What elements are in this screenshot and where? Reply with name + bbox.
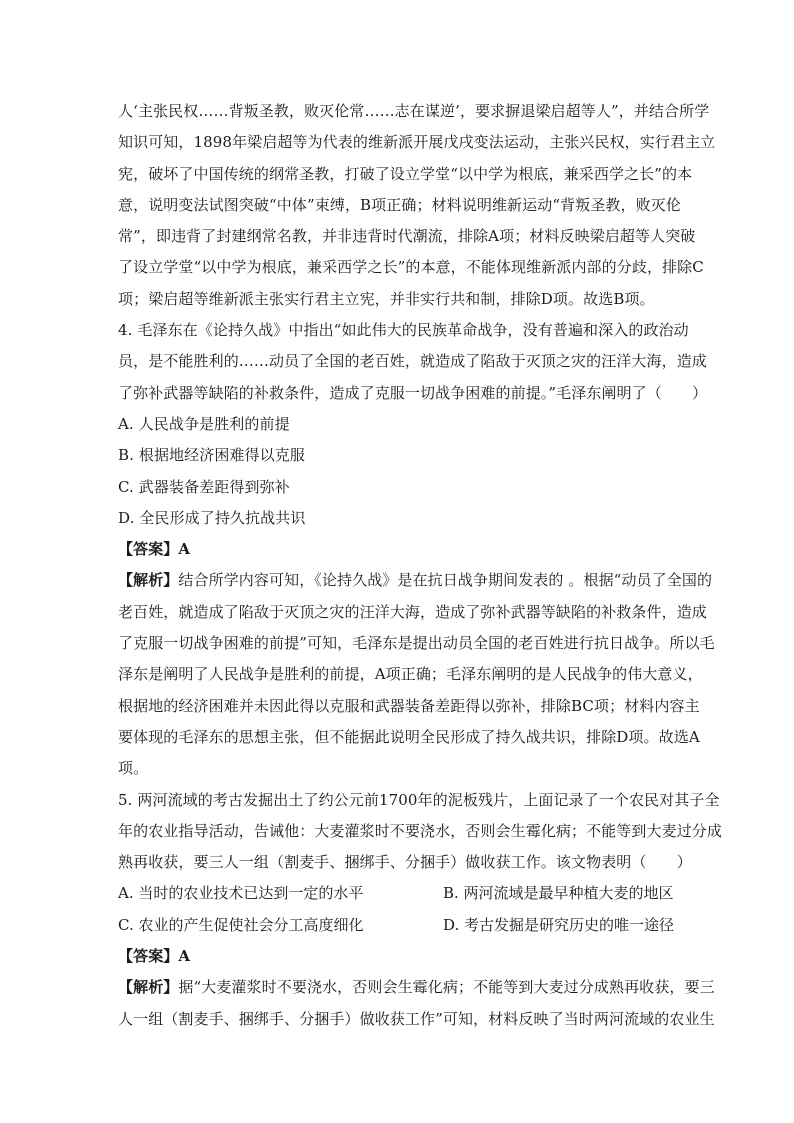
analysis-text: 结合所学内容可知，《论持久战》是在抗日战争期间发表的 。根据“动员了全国的 xyxy=(178,571,713,590)
analysis-text: 据“大麦灌浆时不要浇水，否则会生霉化病；不能等到大麦过分成熟再收获，要三 xyxy=(178,978,715,997)
text-line: 了设立学堂“以中学为根底，兼采西学之长”的本意，不能体现维新派内部的分歧，排除C xyxy=(118,258,704,277)
analysis-label: 【解析】 xyxy=(118,978,179,997)
text-line: 意，说明变法试图突破“中体”束缚，B项正确；材料说明维新运动“背叛圣教，败灭伦 xyxy=(118,195,681,214)
question-stem-line: 员，是不能胜利的……动员了全国的老百姓，就造成了陷敌于灭顶之灾的汪洋大海，造成 xyxy=(118,352,707,371)
text-line: 项；梁启超等维新派主张实行君主立宪，并非实行共和制，排除D项。故选B项。 xyxy=(118,289,655,308)
question-4 xyxy=(118,315,715,784)
analysis-line: 泽东是阐明了人民战争是胜利的前提，A项正确；毛泽东阐明的是人民战争的伟大意义， xyxy=(118,665,703,684)
analysis-line: 要体现的毛泽东的思想主张，但不能据此说明全民形成了持久战共识，排除D项。故选A xyxy=(118,727,700,746)
answer-line: 【答案】A xyxy=(118,947,191,966)
text-line: 宪，破坏了中国传统的纲常圣教，打破了设立学堂“以中学为根底，兼采西学之长”的本 xyxy=(118,164,693,183)
option-c: C. 农业的产生促使社会分工高度细化 xyxy=(118,915,364,934)
analysis-first-line xyxy=(118,565,713,596)
previous-analysis-continued xyxy=(118,96,716,315)
option-c: C. 武器装备差距得到弥补 xyxy=(118,477,290,496)
option-b: B. 根据地经济困难得以克服 xyxy=(118,446,305,465)
analysis-line: 了克服一切战争困难的前提”可知，毛泽东是提出动员全国的老百姓进行抗日战争。所以毛 xyxy=(118,634,715,653)
analysis-first-line xyxy=(118,972,715,1003)
analysis-line: 项。 xyxy=(118,759,149,778)
question-5 xyxy=(118,785,723,1035)
option-d: D. 考古发掘是研究历史的唯一途径 xyxy=(443,915,675,934)
analysis-label: 【解析】 xyxy=(118,571,179,590)
option-a: A. 人民战争是胜利的前提 xyxy=(118,414,290,433)
analysis-line: 人一组（割麦手、捆绑手、分捆手）做收获工作”可知，材料反映了当时两河流域的农业生 xyxy=(118,1009,715,1028)
question-stem-line: 5. 两河流域的考古发掘出土了约公元前1700年的泥板残片，上面记录了一个农民对其子全 xyxy=(118,790,720,809)
option-b: B. 两河流域是最早种植大麦的地区 xyxy=(443,884,674,903)
option-d: D. 全民形成了持久抗战共识 xyxy=(118,508,306,527)
options-row xyxy=(118,910,694,941)
question-stem-line: 熟再收获，要三人一组（割麦手、捆绑手、分捆手）做收获工作。该文物表明（ ） xyxy=(118,853,692,872)
analysis-line: 老百姓，就造成了陷敌于灭顶之灾的汪洋大海，造成了弥补武器等缺陷的补救条件，造成 xyxy=(118,602,707,621)
analysis-line: 根据地的经济困难并未因此得以克服和武器装备差距得以弥补，排除BC项；材料内容主 xyxy=(118,696,700,715)
text-line: 知识可知，1898年梁启超等为代表的维新派开展戊戌变法运动，主张兴民权，实行君主立 xyxy=(118,133,716,152)
question-stem-line: 了弥补武器等缺陷的补救条件，造成了克服一切战争困难的前提。”毛泽东阐明了（ ） xyxy=(118,383,708,402)
text-line: 人‘主张民权……背叛圣教，败灭伦常……志在谋逆’，要求摒退梁启超等人”，并结合所学 xyxy=(118,102,710,120)
options-row xyxy=(118,878,694,909)
answer-line: 【答案】A xyxy=(118,540,191,559)
question-stem-line: 4. 毛泽东在《论持久战》中指出“如此伟大的民族革命战争，没有普遍和深入的政治动 xyxy=(118,321,689,340)
text-line: 常”，即违背了封建纲常名教，并非违背时代潮流，排除A项；材料反映梁启超等人突破 xyxy=(118,227,696,246)
option-a: A. 当时的农业技术已达到一定的水平 xyxy=(118,884,364,903)
question-stem-line: 年的农业指导活动，告诫他：大麦灌浆时不要浇水，否则会生霉化病；不能等到大麦过分成 xyxy=(118,821,723,840)
